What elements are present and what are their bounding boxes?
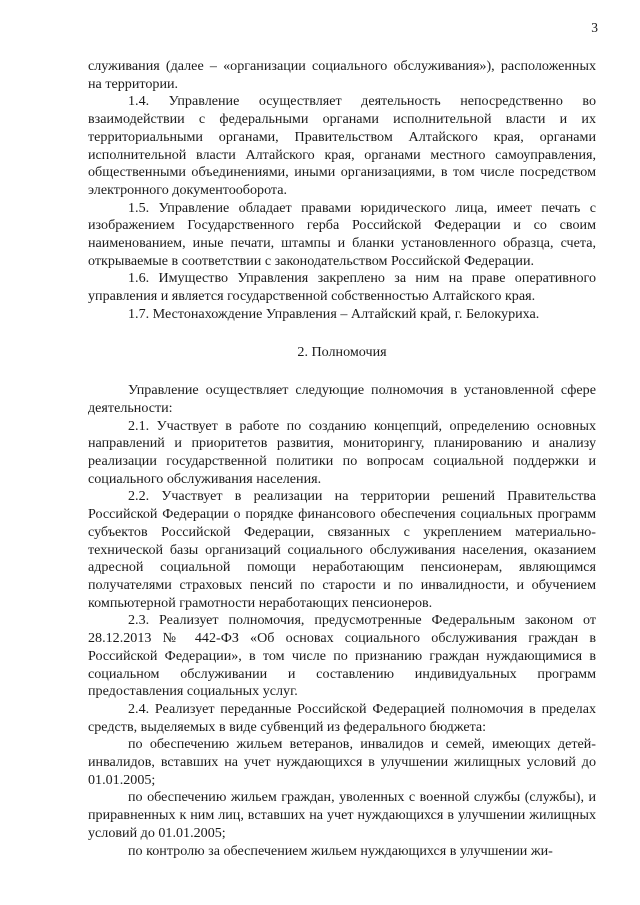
paragraph-intro: Управление осуществляет следующие полномочия в установленной сфере деятельности: bbox=[88, 382, 596, 416]
paragraph-1-5: 1.5. Управление обладает правами юридического лица, имеет печать с изображением Государственного герба Российской Федерации и со своим наименованием, иные печати, штампы и бланки установленного образца, счета, открываемые в соответствии с законодательством Российской Федерации. bbox=[88, 199, 596, 269]
list-item-veterans-housing: по обеспечению жильем ветеранов, инвалидов и семей, имеющих детей-инвалидов, вставших на учет нуждающихся в улучшении жилищных условий до 01.01.2005; bbox=[88, 736, 596, 788]
paragraph-1-7: 1.7. Местонахождение Управления – Алтайский край, г. Белокуриха. bbox=[128, 305, 540, 322]
page-number: 3 bbox=[591, 20, 598, 35]
section-heading: 2. Полномочия bbox=[297, 343, 387, 360]
paragraph-2-1: 2.1. Участвует в работе по созданию концепций, определению основных направлений и приоритетов развития, мониторингу, планированию и анализу реализации государственной политики по вопросам социальной поддержки и социального обслуживания населения. bbox=[88, 417, 596, 487]
paragraph-1-4: 1.4. Управление осуществляет деятельность непосредственно во взаимодействии с федеральными органами исполнительной власти и их территориальными органами, Правительством Алтайского края, органами исполнительной власти Алтайского края, органами местного самоуправления, общественными объединениями, иными организациями, в том числе посредством электронного документооборота. bbox=[88, 93, 596, 198]
paragraph-2-2: 2.2. Участвует в реализации на территории решений Правительства Российской Федерации о порядке финансового обеспечения социальных программ субъектов Российской Федерации, связанных с укреплением материально-технической базы организаций социального обслуживания населения, оказанием адресной социальной помощи неработающим пенсионерам, являющимся получателями страховых пенсий по старости и по инвалидности, и обучением компьютерной грамотности неработающих пенсионеров. bbox=[88, 488, 596, 611]
list-item-housing-control: по контролю за обеспечением жильем нуждающихся в улучшении жи- bbox=[128, 842, 553, 859]
paragraph-1-6: 1.6. Имущество Управления закреплено за ним на праве оперативного управления и является государственной собственностью Алтайского края. bbox=[88, 270, 596, 305]
paragraph-2-3: 2.3. Реализует полномочия, предусмотренные Федеральным законом от 28.12.2013 № 442-ФЗ «Об основах социального обслуживания граждан в Российской Федерации», в том числе по признанию граждан нуждающимися в социальном обслуживании и составлению индивидуальных программ предоставления социальных услуг. bbox=[88, 612, 596, 700]
paragraph-2-4: 2.4. Реализует переданные Российской Федерацией полномочия в пределах средств, выделяемых в виде субвенций из федерального бюджета: bbox=[88, 700, 596, 735]
list-item-military-housing: по обеспечению жильем граждан, уволенных с военной службы (службы), и приравненных к ним лиц, вставших на учет нуждающихся в улучшении жилищных условий до 01.01.2005; bbox=[88, 789, 596, 841]
document-body bbox=[88, 58, 596, 860]
paragraph-continuation: служивания (далее – «организации социального обслуживания»), расположенных на территории. bbox=[88, 58, 596, 92]
